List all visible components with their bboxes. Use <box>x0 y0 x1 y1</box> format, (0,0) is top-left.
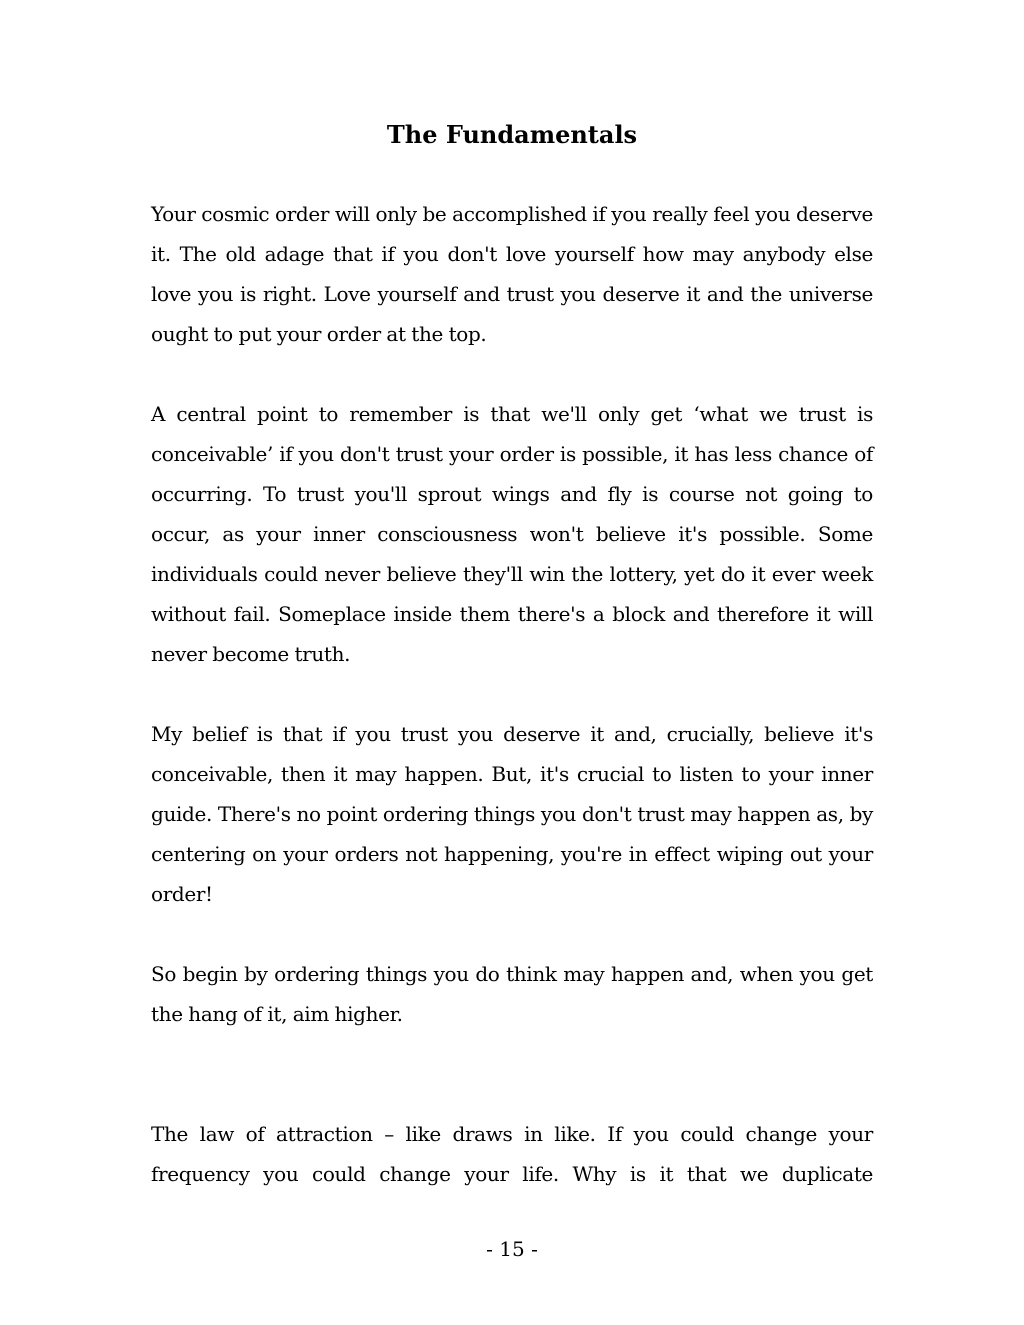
paragraph-deserve: Your cosmic order will only be accomplished if you really feel you deserve it. The old adage that if you don't love yourself how may anybody else love you is right. Love yourself and trust you deserve it and the universe ought to put your order at the top. <box>151 202 873 346</box>
page-number: - 15 - <box>486 1237 538 1261</box>
paragraph-begin: So begin by ordering things you do think may happen and, when you get the hang of it, aim higher. <box>151 962 873 1026</box>
body-text <box>151 194 873 1194</box>
paragraph-law-of-attraction: The law of attraction – like draws in like. If you could change your frequency you could change your life. Why is it that we duplicate <box>151 1122 873 1186</box>
paragraph-belief: My belief is that if you trust you deserve it and, crucially, believe it's conceivable, then it may happen. But, it's crucial to listen to your inner guide. There's no point ordering things you don't trust may happen as, by centering on your orders not happening, you're in effect wiping out your order! <box>151 722 873 906</box>
page-title: The Fundamentals <box>386 120 638 149</box>
paragraph-conceivable: A central point to remember is that we'll only get ‘what we trust is conceivable’ if you don't trust your order is possible, it has less chance of occurring. To trust you'll sprout wings and fly is course not going to occur, as your inner consciousness won't believe it's possible. Some individuals could never believe they'll win the lottery, yet do it ever week without fail. Someplace inside them there's a block and therefore it will never become truth. <box>151 402 873 666</box>
